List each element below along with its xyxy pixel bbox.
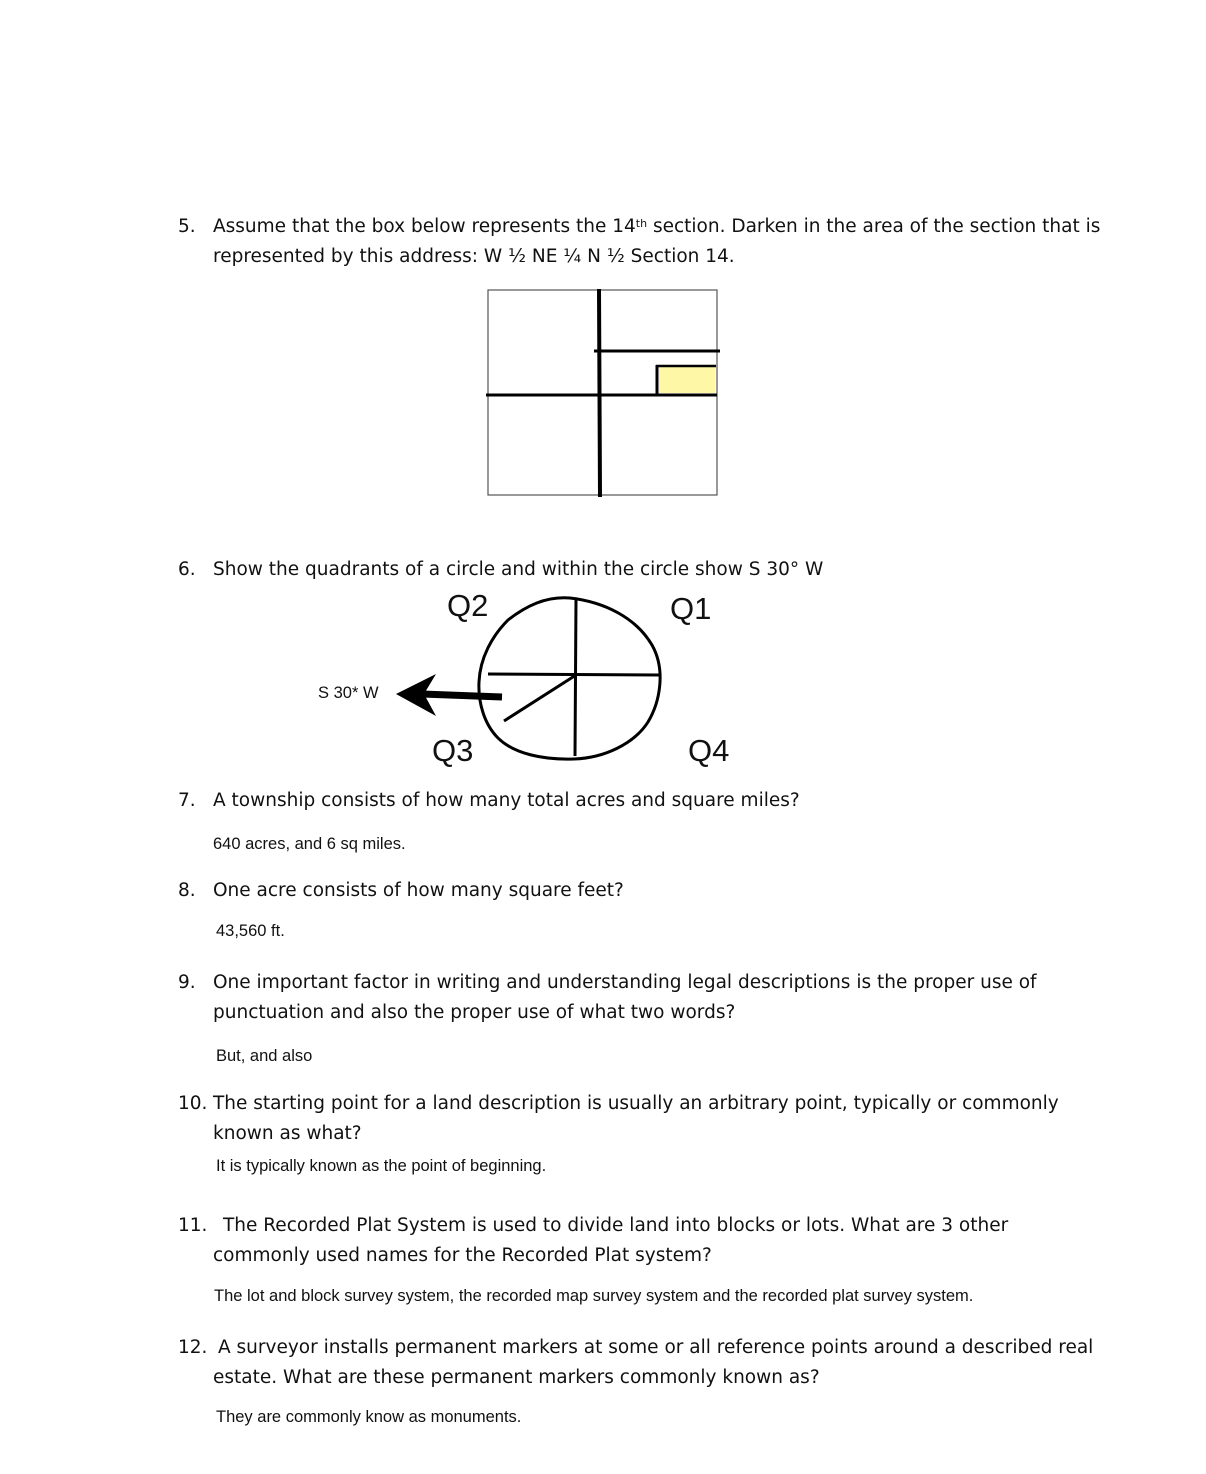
question-number: 12.: [178, 1337, 208, 1358]
answer-8: 43,560 ft.: [216, 922, 285, 940]
question-number: 7.: [178, 790, 196, 811]
question-11: [178, 1211, 1078, 1271]
question-12: [178, 1333, 1094, 1393]
question-5: [178, 212, 1101, 276]
question-number: 8.: [178, 880, 196, 901]
quadrant-circle-diagram: [390, 590, 680, 770]
answer-7: 640 acres, and 6 sq miles.: [213, 835, 406, 853]
quadrant-label-q3: Q3: [432, 733, 474, 768]
question-text: The starting point for a land description is usually an arbitrary point, typically or commonly known as what?: [213, 1093, 1059, 1144]
answer-9: But, and also: [216, 1047, 313, 1065]
question-text: The Recorded Plat System is used to divide land into blocks or lots. What are 3 other commonly used names for the Recorded Plat system?: [213, 1215, 1009, 1266]
question-number: 9.: [178, 972, 196, 993]
question-text: Assume that the box below represents the 14th section. Darken in the area of the section that is represented by this address: W ½ NE ¼ N ½ Section 14.: [213, 216, 1101, 267]
quadrant-label-q2: Q2: [447, 588, 489, 623]
question-number: 11.: [178, 1215, 208, 1236]
answer-10: It is typically known as the point of beginning.: [216, 1157, 547, 1175]
question-text: A township consists of how many total acres and square miles?: [213, 790, 800, 811]
question-text: One acre consists of how many square feet?: [213, 880, 624, 901]
question-text: One important factor in writing and understanding legal descriptions is the proper use of punctuation and also the proper use of what two words?: [213, 972, 1037, 1023]
answer-11: The lot and block survey system, the recorded map survey system and the recorded plat survey system.: [214, 1287, 974, 1305]
question-9: [178, 968, 1078, 1028]
question-number: 5.: [178, 216, 196, 237]
question-10: [178, 1089, 1078, 1149]
bearing-line: [504, 675, 576, 721]
highlighted-area: [659, 367, 715, 393]
bearing-label: S 30* W: [318, 684, 379, 702]
quadrant-label-q4: Q4: [688, 733, 730, 768]
question-text: Show the quadrants of a circle and within the circle show S 30° W: [213, 559, 824, 580]
question-8: [178, 876, 1078, 906]
question-text: A surveyor installs permanent markers at some or all reference points around a described real estate. What are these permanent markers commonly known as?: [213, 1337, 1094, 1388]
question-number: 6.: [178, 559, 196, 580]
question-number: 10.: [178, 1093, 208, 1114]
quadrant-label-q1: Q1: [670, 591, 712, 626]
question-7: [178, 786, 1078, 816]
section-14-diagram: [486, 289, 722, 499]
answer-12: They are commonly know as monuments.: [216, 1408, 522, 1426]
question-6: [178, 555, 1078, 585]
arrow-shaft: [422, 694, 502, 697]
vertical-divider: [599, 289, 600, 497]
